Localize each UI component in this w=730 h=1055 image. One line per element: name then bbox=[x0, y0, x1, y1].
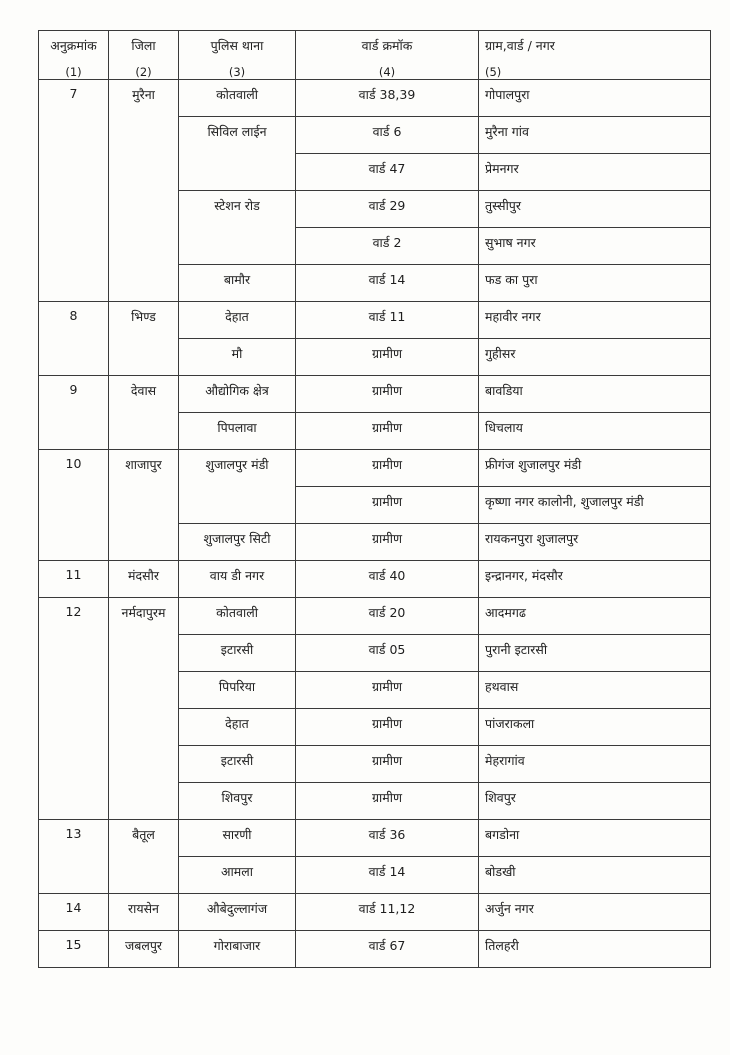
district-cell: मंदसौर bbox=[109, 561, 179, 598]
ward-cell: वार्ड 29 bbox=[296, 191, 479, 228]
place-cell: धिचलाय bbox=[479, 413, 711, 450]
ward-cell: वार्ड 14 bbox=[296, 265, 479, 302]
header-village-ward-town: ग्राम,वार्ड / नगर (5) bbox=[479, 31, 711, 80]
place-cell: बगडोना bbox=[479, 820, 711, 857]
police-station-cell: औबेदुल्लागंज bbox=[179, 894, 296, 931]
table-row bbox=[39, 598, 711, 635]
serial-cell: 12 bbox=[39, 598, 109, 820]
ward-cell: ग्रामीण bbox=[296, 376, 479, 413]
police-station-cell: शुजालपुर मंडी bbox=[179, 450, 296, 524]
ward-cell: वार्ड 11 bbox=[296, 302, 479, 339]
ward-cell: वार्ड 38,39 bbox=[296, 80, 479, 117]
ward-cell: वार्ड 40 bbox=[296, 561, 479, 598]
place-cell: रायकनपुरा शुजालपुर bbox=[479, 524, 711, 561]
place-cell: फड का पुरा bbox=[479, 265, 711, 302]
place-cell: इन्द्रानगर, मंदसौर bbox=[479, 561, 711, 598]
district-cell: रायसेन bbox=[109, 894, 179, 931]
place-cell: बावडिया bbox=[479, 376, 711, 413]
ward-cell: ग्रामीण bbox=[296, 413, 479, 450]
table-row bbox=[39, 376, 711, 413]
ward-cell: ग्रामीण bbox=[296, 709, 479, 746]
ward-cell: वार्ड 05 bbox=[296, 635, 479, 672]
district-cell: नर्मदापुरम bbox=[109, 598, 179, 820]
serial-cell: 15 bbox=[39, 931, 109, 968]
police-station-cell: पिपरिया bbox=[179, 672, 296, 709]
ward-cell: वार्ड 11,12 bbox=[296, 894, 479, 931]
police-station-cell: औद्योगिक क्षेत्र bbox=[179, 376, 296, 413]
police-station-cell: वाय डी नगर bbox=[179, 561, 296, 598]
place-cell: कृष्णा नगर कालोनी, शुजालपुर मंडी bbox=[479, 487, 711, 524]
serial-cell: 11 bbox=[39, 561, 109, 598]
serial-cell: 10 bbox=[39, 450, 109, 561]
ward-cell: ग्रामीण bbox=[296, 339, 479, 376]
ward-cell: वार्ड 47 bbox=[296, 154, 479, 191]
police-station-cell: आमला bbox=[179, 857, 296, 894]
district-cell: बैतूल bbox=[109, 820, 179, 894]
place-cell: मेहरागांव bbox=[479, 746, 711, 783]
district-cell: मुरैना bbox=[109, 80, 179, 302]
place-cell: बोडखी bbox=[479, 857, 711, 894]
police-station-cell: बामौर bbox=[179, 265, 296, 302]
table-row bbox=[39, 931, 711, 968]
place-cell: पांजराकला bbox=[479, 709, 711, 746]
ward-cell: ग्रामीण bbox=[296, 672, 479, 709]
place-cell: महावीर नगर bbox=[479, 302, 711, 339]
police-station-cell: स्टेशन रोड bbox=[179, 191, 296, 265]
header-ward-number: वार्ड क्रमॉक (4) bbox=[296, 31, 479, 80]
table-row bbox=[39, 561, 711, 598]
ward-cell: वार्ड 14 bbox=[296, 857, 479, 894]
police-station-cell: पिपलावा bbox=[179, 413, 296, 450]
ward-list-table bbox=[38, 30, 711, 968]
ward-cell: ग्रामीण bbox=[296, 450, 479, 487]
police-station-cell: देहात bbox=[179, 302, 296, 339]
ward-cell: ग्रामीण bbox=[296, 746, 479, 783]
table-row bbox=[39, 80, 711, 117]
header-row bbox=[39, 31, 711, 80]
district-cell: भिण्ड bbox=[109, 302, 179, 376]
serial-cell: 9 bbox=[39, 376, 109, 450]
place-cell: तुस्सीपुर bbox=[479, 191, 711, 228]
place-cell: फ्रीगंज शुजालपुर मंडी bbox=[479, 450, 711, 487]
ward-cell: वार्ड 6 bbox=[296, 117, 479, 154]
ward-cell: वार्ड 2 bbox=[296, 228, 479, 265]
serial-cell: 7 bbox=[39, 80, 109, 302]
serial-cell: 8 bbox=[39, 302, 109, 376]
table-row bbox=[39, 894, 711, 931]
police-station-cell: गोराबाजार bbox=[179, 931, 296, 968]
place-cell: अर्जुन नगर bbox=[479, 894, 711, 931]
place-cell: गोपालपुरा bbox=[479, 80, 711, 117]
police-station-cell: इटारसी bbox=[179, 746, 296, 783]
header-police-station: पुलिस थाना (3) bbox=[179, 31, 296, 80]
ward-cell: वार्ड 20 bbox=[296, 598, 479, 635]
police-station-cell: देहात bbox=[179, 709, 296, 746]
police-station-cell: सिविल लाईन bbox=[179, 117, 296, 191]
district-cell: देवास bbox=[109, 376, 179, 450]
ward-cell: वार्ड 67 bbox=[296, 931, 479, 968]
place-cell: गुहीसर bbox=[479, 339, 711, 376]
place-cell: शिवपुर bbox=[479, 783, 711, 820]
police-station-cell: कोतवाली bbox=[179, 80, 296, 117]
place-cell: मुरैना गांव bbox=[479, 117, 711, 154]
ward-cell: ग्रामीण bbox=[296, 487, 479, 524]
table-row bbox=[39, 450, 711, 487]
police-station-cell: इटारसी bbox=[179, 635, 296, 672]
district-cell: जबलपुर bbox=[109, 931, 179, 968]
ward-cell: ग्रामीण bbox=[296, 783, 479, 820]
district-cell: शाजापुर bbox=[109, 450, 179, 561]
place-cell: आदमगढ bbox=[479, 598, 711, 635]
place-cell: प्रेमनगर bbox=[479, 154, 711, 191]
police-station-cell: मौ bbox=[179, 339, 296, 376]
police-station-cell: सारणी bbox=[179, 820, 296, 857]
place-cell: तिलहरी bbox=[479, 931, 711, 968]
place-cell: हथवास bbox=[479, 672, 711, 709]
header-serial: अनुक्रमांक (1) bbox=[39, 31, 109, 80]
table-row bbox=[39, 820, 711, 857]
serial-cell: 13 bbox=[39, 820, 109, 894]
police-station-cell: कोतवाली bbox=[179, 598, 296, 635]
place-cell: सुभाष नगर bbox=[479, 228, 711, 265]
serial-cell: 14 bbox=[39, 894, 109, 931]
police-station-cell: शिवपुर bbox=[179, 783, 296, 820]
ward-cell: ग्रामीण bbox=[296, 524, 479, 561]
place-cell: पुरानी इटारसी bbox=[479, 635, 711, 672]
police-station-cell: शुजालपुर सिटी bbox=[179, 524, 296, 561]
table-row bbox=[39, 302, 711, 339]
header-district: जिला (2) bbox=[109, 31, 179, 80]
ward-cell: वार्ड 36 bbox=[296, 820, 479, 857]
